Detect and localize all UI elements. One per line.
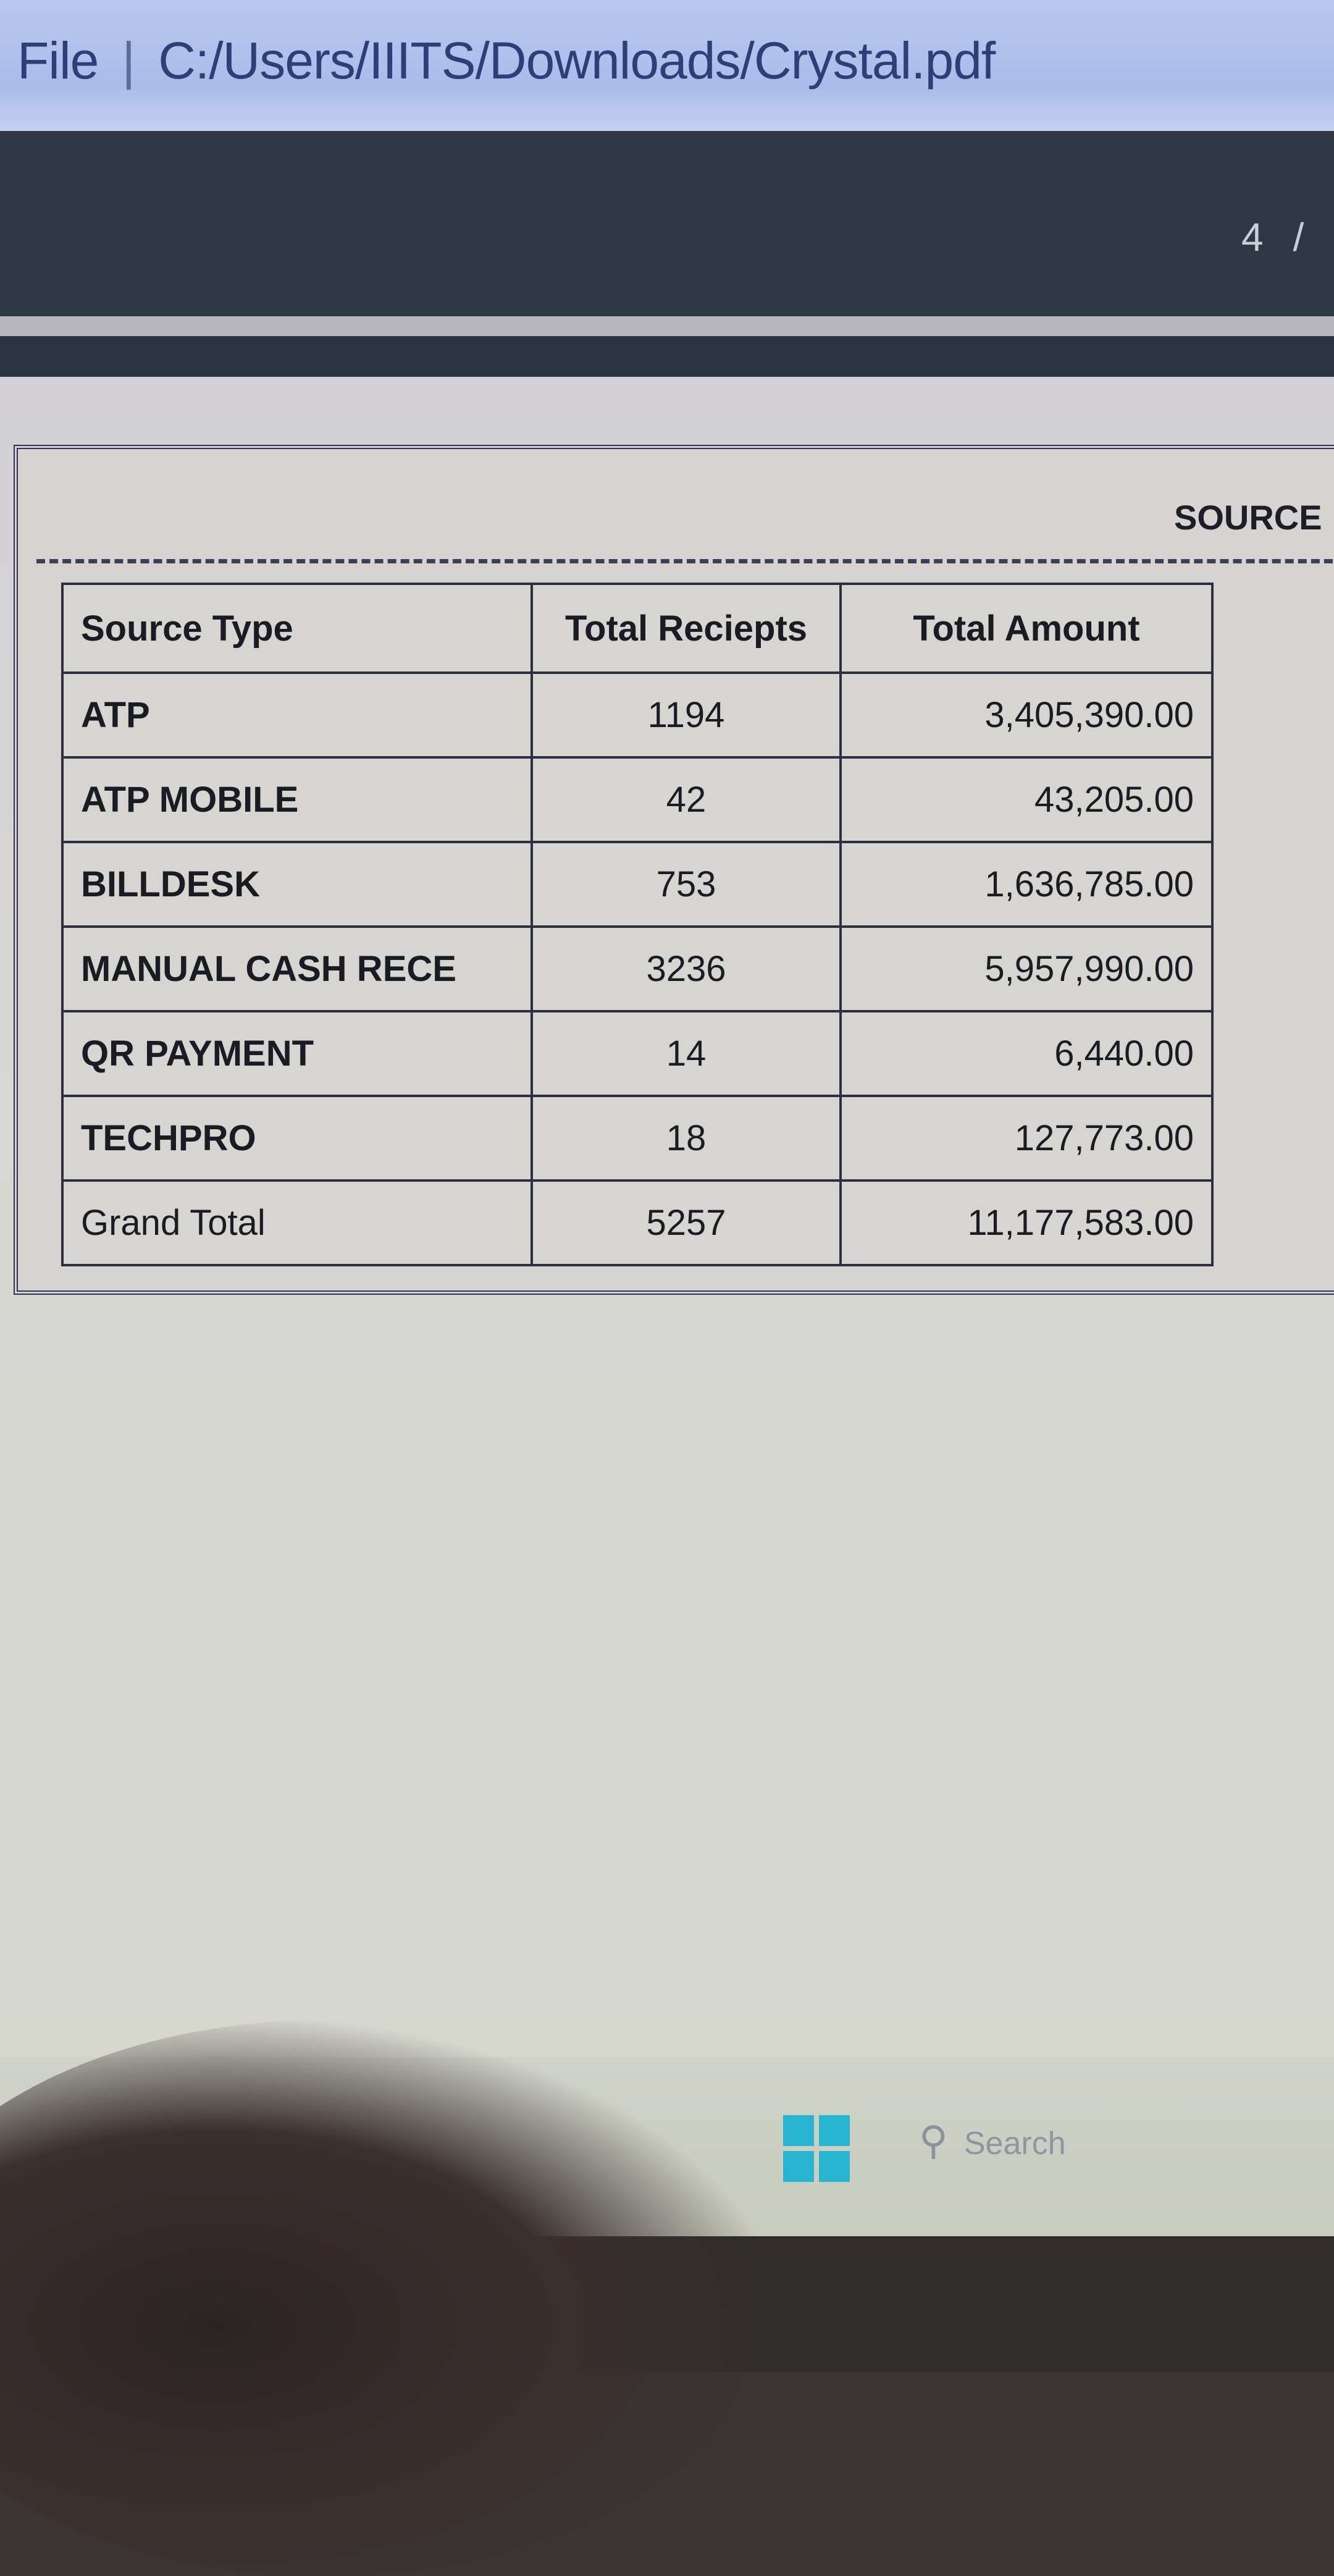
address-divider: |	[122, 32, 135, 90]
address-bar[interactable]	[0, 0, 1334, 143]
source-summary-table	[61, 583, 1214, 1266]
table-header-row	[62, 584, 1212, 673]
pdf-document-area[interactable]	[0, 377, 1334, 2236]
cell-total-amount: 127,773.00	[841, 1096, 1212, 1181]
cell-grand-total-label: Grand Total	[62, 1181, 532, 1265]
column-header-source-type: Source Type	[62, 584, 532, 673]
pdf-toolbar	[0, 131, 1334, 316]
cell-source-type: TECHPRO	[62, 1096, 532, 1181]
cell-source-type: QR PAYMENT	[62, 1011, 532, 1096]
taskbar-search[interactable]	[919, 2118, 1066, 2173]
toolbar-gap	[0, 316, 1334, 336]
table-row	[62, 1011, 1212, 1096]
report-frame	[14, 445, 1334, 1295]
cell-total-receipts: 14	[532, 1011, 841, 1096]
column-header-total-receipts: Total Reciepts	[532, 584, 841, 673]
report-title: SOURCE	[1174, 498, 1322, 537]
cell-total-receipts: 18	[532, 1096, 841, 1181]
cell-total-amount: 5,957,990.00	[841, 927, 1212, 1011]
page-indicator[interactable]	[1241, 214, 1304, 260]
cell-grand-total-amount: 11,177,583.00	[841, 1181, 1212, 1265]
windows-logo-icon[interactable]	[783, 2115, 851, 2183]
page-separator: /	[1293, 215, 1304, 259]
cell-source-type: MANUAL CASH RECE	[62, 927, 532, 1011]
table-row	[62, 1096, 1212, 1181]
search-placeholder: Search	[963, 2126, 1066, 2161]
cell-source-type: ATP	[62, 673, 532, 757]
table-row	[62, 757, 1212, 842]
cell-total-receipts: 753	[532, 842, 841, 927]
table-row	[62, 673, 1212, 757]
cell-total-amount: 6,440.00	[841, 1011, 1212, 1096]
grand-total-row	[62, 1181, 1212, 1265]
table-row	[62, 842, 1212, 927]
column-header-total-amount: Total Amount	[841, 584, 1212, 673]
page-number[interactable]: 4	[1241, 215, 1264, 259]
cell-total-amount: 43,205.00	[841, 757, 1212, 842]
address-text[interactable]	[17, 31, 995, 91]
secondary-toolbar	[0, 336, 1334, 377]
cell-source-type: ATP MOBILE	[62, 757, 532, 842]
cell-source-type: BILLDESK	[62, 842, 532, 927]
file-path[interactable]: C:/Users/IIITS/Downloads/Crystal.pdf	[158, 32, 996, 90]
cell-total-amount: 1,636,785.00	[841, 842, 1212, 927]
dashed-divider	[36, 559, 1334, 563]
cell-total-amount: 3,405,390.00	[841, 673, 1212, 757]
table-row	[62, 927, 1212, 1011]
cell-total-receipts: 1194	[532, 673, 841, 757]
cell-total-receipts: 42	[532, 757, 841, 842]
cell-grand-total-receipts: 5257	[532, 1181, 841, 1265]
search-icon: ⚲	[919, 2118, 948, 2163]
file-scheme-label: File	[17, 32, 99, 90]
cell-total-receipts: 3236	[532, 927, 841, 1011]
